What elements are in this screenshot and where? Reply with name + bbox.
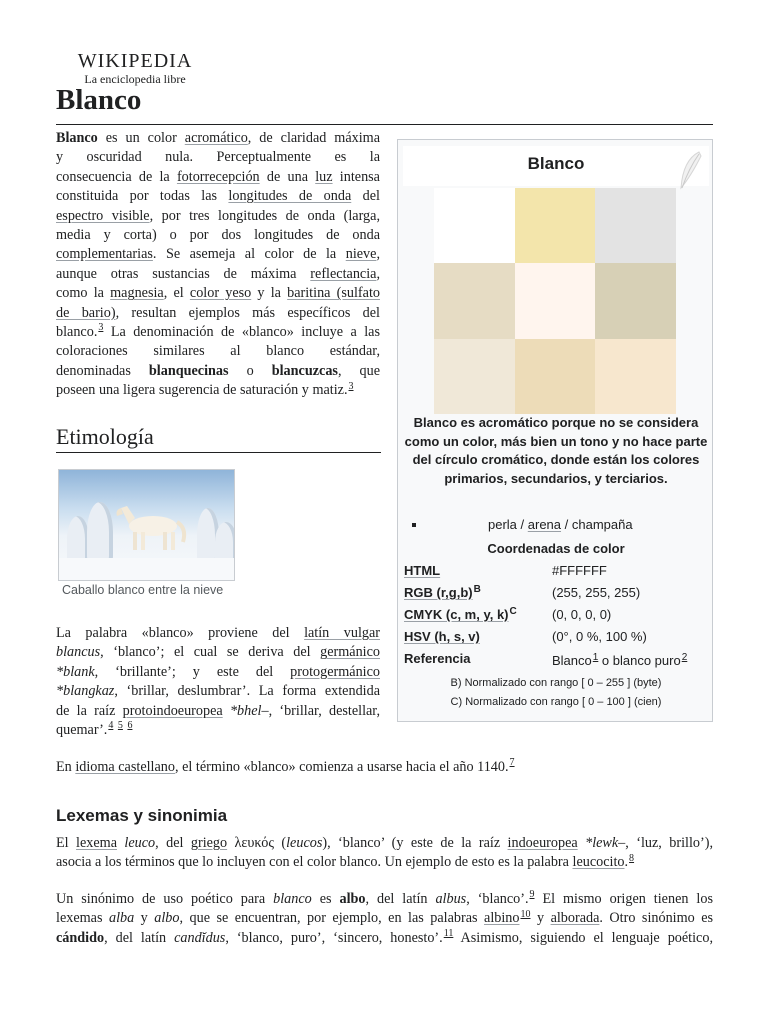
link-griego[interactable]: griego [190, 835, 228, 851]
infobox-header [403, 146, 709, 186]
link-alborada[interactable]: alborada [550, 910, 600, 927]
white-horse-image[interactable] [58, 469, 235, 581]
color-swatch [515, 188, 596, 263]
snow-ground [59, 558, 234, 580]
link-color-yeso[interactable]: color yeso [189, 285, 252, 302]
infobox-title: Blanco [527, 154, 585, 173]
coord-value-referencia: Blanco$^1$ o blanco puro$^2$ [552, 651, 688, 668]
coord-key-referencia: Referencia [404, 651, 471, 666]
horse-figure [111, 504, 191, 554]
ref-11[interactable]: 11 [443, 928, 454, 940]
link-latin-vulgar[interactable]: latín vulgar [304, 625, 380, 641]
color-swatch [434, 263, 515, 338]
ref-9[interactable]: 9 [529, 889, 535, 901]
ref-5[interactable]: 5 [117, 720, 123, 732]
term-blanco: Blanco [56, 130, 98, 146]
color-infobox: Blanco Blanco es acromático porque no se considera como un color, más bien un tono y no hace parte del círculo cromático, donde están los colores primarios, secundarios, y terciarios. perla / arena / champaña Coordenadas de color HTML #FFFFFF RGB $(r,g,b)^B$ (255, 255, 255) CMYK (c, m, y, k)$^C$ (0, 0, 0, 0) HSV (h, s, v) (0°, 0 %, 100 %) Referencia Blanco$^1$ o blanco puro$^2$ B) Normalizado con rango [ 0 – 255 ] (byte) C) Normalizado con rango [ 0 – 100 ] (cien) [397, 139, 713, 722]
color-swatch-grid [434, 188, 676, 414]
coord-value-cmyk: (0, 0, 0, 0) [552, 607, 612, 622]
link-germanico[interactable]: germánico [320, 644, 380, 661]
coords-title: Coordenadas de color [487, 541, 625, 556]
lexemas-paragraph-2: Un sinónimo de uso poético para blanco es albo, del latín albus, ‘blanco’.$^9$ El mismo origen tienen los lexemas alba y albo, que se encuentran, por ejemplo, en las palabras albino$^{10}$ y alborada. Otro sinónimo es cándido, del latín candĭdus, ‘blanco, puro’, ‘sincero, honesto’.$^{11}$ Asimismo, siguiendo el lenguaje poético, [56, 889, 714, 946]
color-swatch [434, 188, 515, 263]
image-caption: Caballo blanco entre la nieve [62, 583, 224, 597]
coord-key-html[interactable]: HTML [404, 563, 441, 578]
link-fotorrecepcion[interactable]: fotorrecepción [176, 168, 260, 185]
link-leucocito[interactable]: leucocito [572, 854, 625, 871]
wikipedia-logo[interactable] [76, 50, 194, 86]
link-baritina-cont[interactable]: de bario) [56, 304, 116, 321]
term-candido: cándido [56, 929, 105, 946]
ref-3b[interactable]: 3 [348, 380, 354, 392]
link-albino[interactable]: albino [484, 910, 520, 927]
heading-etimologia: Etimología [56, 424, 154, 449]
heading-lexemas: Lexemas y sinonimia [56, 806, 228, 825]
coord-row-rgb [404, 585, 708, 605]
variant-perla: perla [488, 517, 517, 532]
color-swatch [595, 188, 676, 263]
etimologia-paragraph: La palabra «blanco» proviene del latín vulgar blancus, ‘blanco’; el cual se deriva del germánico *blank, ‘brillante’; y este del protogermánico *blangkaz, ‘brillar, deslumbrar’. La forma extendida de la raíz protoindoeuropea *bhel–, ‘brillar, destellar, quemar’.$^4$ $^5$ $^6$ [56, 625, 381, 739]
castellano-paragraph: En idioma castellano, el término «blanco» comienza a usarse hacia el año 1140.$^7$ [56, 757, 515, 775]
coord-key-cmyk[interactable]: CMYK (c, m, y, k)$^C$ [404, 605, 517, 622]
link-espectro-visible[interactable]: espectro visible [56, 207, 150, 224]
link-protoindoeuropea[interactable]: protoindoeuropea [122, 702, 223, 719]
term-blancuzcas: blancuzcas [271, 362, 338, 379]
ref-4[interactable]: 4 [108, 720, 114, 732]
color-swatch [434, 339, 515, 414]
ref-6[interactable]: 6 [127, 720, 133, 732]
term-albo: albo [339, 891, 366, 907]
link-magnesia[interactable]: magnesia [110, 285, 164, 302]
logo-wordmark: WIKIPEDIA [77, 50, 193, 72]
link-arena[interactable]: arena [527, 517, 562, 532]
lexemas-paragraph-1: El lexema leuco, del griego λευκός (leucos), ‘blanco’ (y este de la raíz indoeuropea *lewk–, ‘luz, brillo’), asocia a los términos que lo incluyen con el color blanco. Un ejemplo de esto es la palabra leucocito.$^8$ [56, 835, 714, 871]
link-complementarias[interactable]: complementarias [56, 246, 153, 263]
variant-champana: champaña [571, 517, 633, 532]
ref-3[interactable]: 3 [98, 322, 104, 334]
link-nieve[interactable]: nieve [345, 246, 377, 263]
ref-1[interactable]: 1 [592, 651, 599, 663]
color-swatch [515, 339, 596, 414]
coord-row-cmyk [404, 607, 708, 627]
link-protogermanico[interactable]: protogermánico [290, 663, 380, 680]
logo-tagline: La enciclopedia libre [84, 72, 186, 86]
link-longitudes-de-onda[interactable]: longitudes de onda [228, 188, 352, 205]
coord-key-rgb[interactable]: RGB $(r,g,b)^B$ [404, 583, 481, 600]
coord-row-hsv [404, 629, 708, 649]
link-luz[interactable]: luz [315, 168, 333, 185]
coord-row-referencia [404, 651, 708, 677]
page-title: Blanco [56, 84, 142, 116]
coord-value-rgb: (255, 255, 255) [552, 585, 641, 600]
ref-2[interactable]: 2 [681, 651, 688, 663]
intro-paragraph: Blanco es un color acromático, de claridad máxima y oscuridad nula. Perceptualmente es la consecuencia de la fotorrecepción de una luz intensa constituida por todas las longitudes de onda del espectro visible, por tres longitudes de onda (larga, media y corta) o por dos longitudes de onda complementarias. Se asemeja al color de la nieve, aunque otras sustancias de máxima reflectancia, como la magnesia, el color yeso y la baritina (sulfato de bario), resultan ejemplos más específicos del blanco.$^3$ La denominación de «blanco» incluye a las coloraciones similares al blanco estándar, denominadas blanquecinas o blancuzcas, que poseen una ligera sugerencia de saturación y matiz.$^3$ [56, 130, 381, 399]
note-rgb-range: B) Normalizado con rango [ 0 – 255 ] (byte) [450, 677, 662, 689]
snow-tree [87, 502, 113, 562]
coord-value-html: #FFFFFF [552, 563, 607, 578]
coord-value-hsv: (0°, 0 %, 100 %) [552, 629, 647, 644]
coord-key-hsv[interactable]: HSV (h, s, v) [404, 629, 480, 644]
color-swatch [595, 263, 676, 338]
ref-10[interactable]: 10 [520, 908, 531, 920]
link-acromatico[interactable]: acromático [184, 130, 248, 146]
snow-tree [67, 516, 89, 562]
feather-icon [677, 150, 703, 190]
coord-row-html [404, 563, 708, 583]
ref-7[interactable]: 7 [509, 757, 515, 769]
color-swatch [515, 263, 596, 338]
ref-8[interactable]: 8 [629, 852, 635, 864]
link-reflectancia[interactable]: reflectancia [310, 265, 377, 282]
note-cmyk-range: C) Normalizado con rango [ 0 – 100 ] (cien) [450, 696, 662, 708]
link-baritina[interactable]: baritina (sulfato [287, 285, 380, 302]
term-blanquecinas: blanquecinas [148, 362, 229, 379]
bullet-icon [412, 523, 416, 527]
link-lexema[interactable]: lexema [76, 835, 117, 851]
color-swatch [595, 339, 676, 414]
title-divider [56, 124, 713, 125]
snow-tree [215, 522, 235, 562]
infobox-caption: Blanco es acromático porque no se considera como un color, más bien un tono y no hace parte del círculo cromático, donde están los colores primarios, secundarios, y terciarios. [404, 415, 708, 486]
heading-etimologia-rule [56, 452, 381, 453]
link-indoeuropea[interactable]: indoeuropea [507, 835, 578, 851]
link-idioma-castellano[interactable]: idioma castellano [75, 759, 175, 775]
